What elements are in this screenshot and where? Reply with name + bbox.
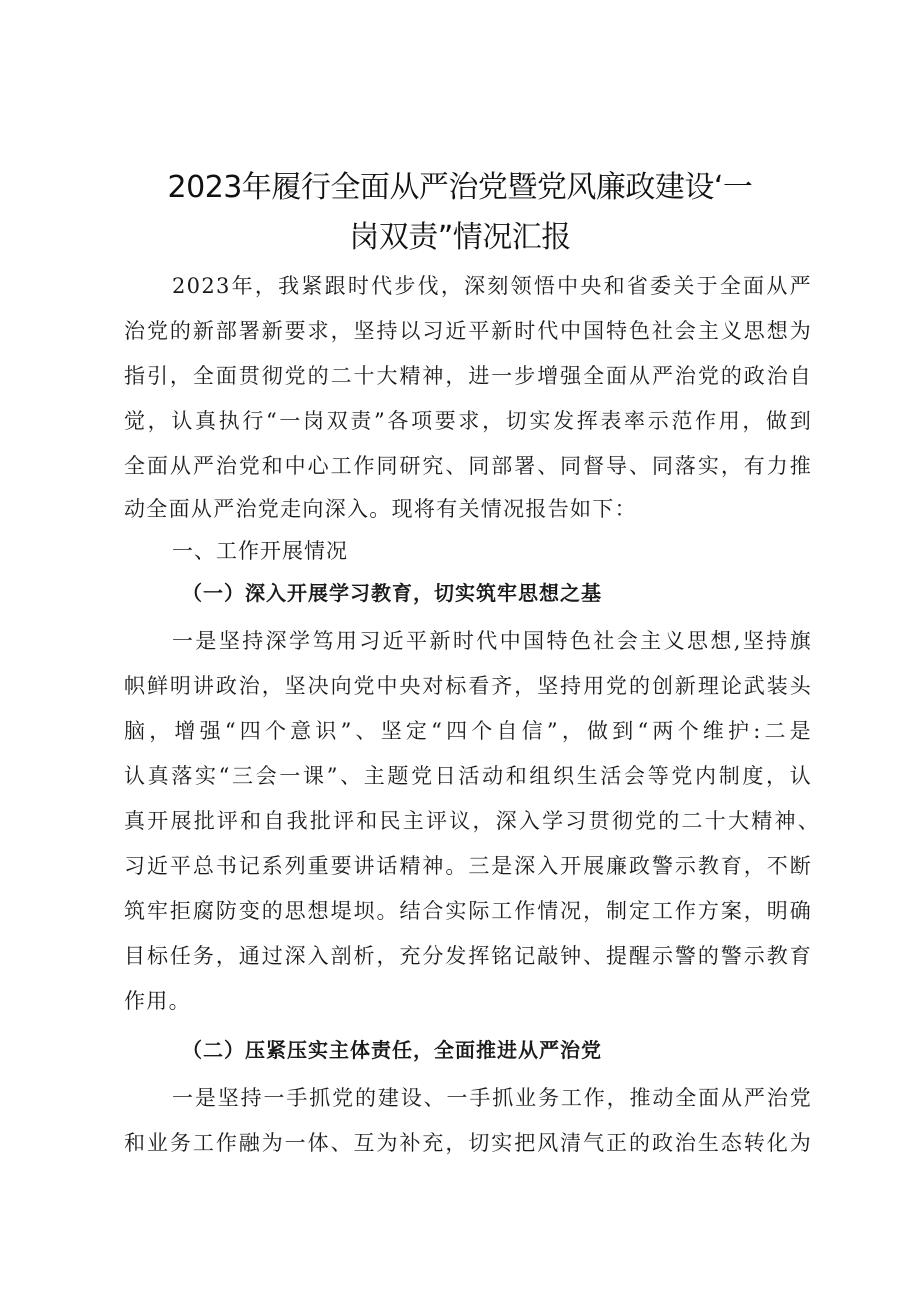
intro-paragraph-line: 指引，全面贯彻党的二十大精神，进一步增强全面从严治党的政治自 <box>124 364 812 388</box>
body-paragraph-line: 帜鲜明讲政治，坚决向党中央对标看齐，坚持用党的创新理论武装头 <box>124 674 812 698</box>
document-title-line-2: 岗双责”情况汇报 <box>349 220 571 255</box>
section-heading: 一、工作开展情况 <box>172 539 348 563</box>
body-paragraph-line: 目标任务，通过深入剖析，充分发挥铭记敲钟、提醒示警的警示教育 <box>124 944 812 968</box>
subsection-heading: （一）深入开展学习教育，切实筑牢思想之基 <box>182 581 602 605</box>
body-paragraph-line: 认真落实“三会一课”、主题党日活动和组织生活会等党内制度，认 <box>124 764 812 788</box>
body-paragraph-line: 习近平总书记系列重要讲话精神。三是深入开展廉政警示教育，不断 <box>124 854 812 878</box>
subsection-heading: （二）压紧压实主体责任，全面推进从严治党 <box>182 1038 602 1062</box>
intro-paragraph-line: 觉，认真执行“一岗双责”各项要求，切实发挥表率示范作用，做到 <box>124 409 812 433</box>
document-title-line-1: 2023年履行全面从严治党暨党风廉政建设‘一 <box>167 170 753 205</box>
body-paragraph-line: 真开展批评和自我批评和民主评议，深入学习贯彻党的二十大精神、 <box>124 809 820 833</box>
body-paragraph-line: 脑，增强“四个意识”、坚定“四个自信”，做到“两个维护:二是 <box>124 719 812 743</box>
body-paragraph-line: 一是坚持一手抓党的建设、一手抓业务工作，推动全面从严治党 <box>172 1086 812 1110</box>
intro-paragraph-line: 治党的新部署新要求，坚持以习近平新时代中国特色社会主义思想为 <box>124 319 812 343</box>
intro-paragraph-line: 2023年，我紧跟时代步伐，深刻领悟中央和省委关于全面从严 <box>172 274 812 298</box>
body-paragraph-line: 筑牢拒腐防变的思想堤坝。结合实际工作情况，制定工作方案，明确 <box>124 899 812 923</box>
body-paragraph-line: 作用。 <box>124 989 191 1013</box>
body-paragraph-line: 一是坚持深学笃用习近平新时代中国特色社会主义思想,坚持旗 <box>172 629 812 653</box>
intro-paragraph-line: 全面从严治党和中心工作同研究、同部署、同督导、同落实，有力推 <box>124 454 812 478</box>
body-paragraph-line: 和业务工作融为一体、互为补充，切实把风清气正的政治生态转化为 <box>124 1131 812 1155</box>
intro-paragraph-line: 动全面从严治党走向深入。现将有关情况报告如下： <box>124 497 637 521</box>
